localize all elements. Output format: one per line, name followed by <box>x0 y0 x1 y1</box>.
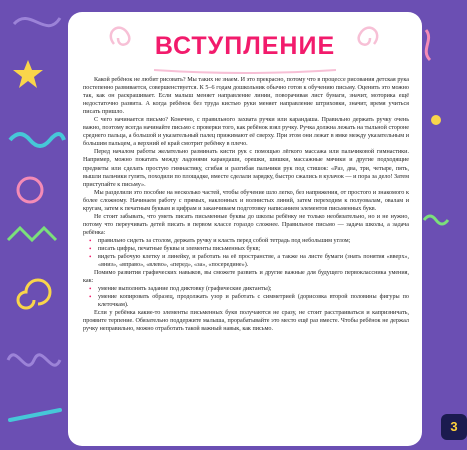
document-page <box>68 12 458 446</box>
doodle-star <box>13 60 43 88</box>
page-title: ВСТУПЛЕНИЕ <box>154 32 336 60</box>
title-underline <box>154 70 336 73</box>
paragraph-intro: Какой ребёнок не любит рисовать? Мы таких не знаем. И это прекрасно, потому что в процессе рисования детская рука постепенно развивается, совершенствуется. К 5–6 годам дошкольник обычно готов к обучению письму. Оценить это можно так, как он раскрашивает. Если малыш меняет направление линии, поворачивая лист бумаги, значит, моторика ещё недостаточно развита. А когда ребёнок без труда кистью руки меняет направление штриховки, значит, время учиться писать пришло. <box>83 77 409 116</box>
page-number: 3 <box>450 419 458 434</box>
skills-list <box>83 237 409 269</box>
doodle-line <box>10 410 60 420</box>
paragraph-warmup: Перед началом работы желательно разминать кисти рук с помощью лёгкого массажа или пальчиковой гимнастики. Например, можно покатать между ладонями карандаши, орешки, шишки, массажные мячики и другие подходящие предметы или сделать простую гимнастику, сгибая и разгибая пальчики рук под стишок: «Раз, два, три, четыре, пять, вышли пальчики гулять, походили по площадке, вместе сделали зарядку, быстро сжались в кулачок — и пора за дело! Затем приступайте к письму». <box>83 149 409 188</box>
paragraph-grip: С чего начинается письмо? Конечно, с правильного захвата ручки или карандаша. Правильно держать ручку очень важно, поэтому всегда начинайте письмо с проверки того, как ребёнок взял ручку. Ручка должна лежать на тыльной стороне среднего пальца, а большой и указательный палец прижимают её сверху. При этом они лежат в ямке между указательным и большим пальцем, а верхний её край смотрит ребёнку в плечо. <box>83 117 409 148</box>
paragraph-school: Не стоит забывать, что уметь писать письменные буквы до школы ребёнку не только необязательно, но и не нужно, потому что переучивать детей писать в первом классе гораздо сложнее. Правильное письмо — задача школы, а задача ребёнка: <box>83 213 409 236</box>
paragraph-final: Если у ребёнка какие-то элементы письменных букв получаются не сразу, не стоит расстраиваться и капризничать, проявите терпение. Обязательно поддержите малыша, прорабатывайте это место ещё раз вместе. Чтобы ребёнок не держал ручку неправильно, можно отработать такой важный навык, как письмо. <box>83 310 409 333</box>
doodle-wave-right <box>424 216 448 224</box>
paragraph-skills-intro: Помимо развития графических навыков, вы сможете развить и другие важные для будущего первоклассника умения, как: <box>83 270 409 285</box>
list-item: • умение копировать образец, продолжать узор и работать с симметрией (дорисовка второй половины фигуры по клеточкам). <box>98 293 409 309</box>
list-item: • правильно сидеть за столом, держать ручку и класть перед собой тетрадь под небольшим углом; <box>98 237 409 245</box>
page-number-badge <box>441 414 467 440</box>
doodle-dot <box>431 115 441 125</box>
body-text <box>83 76 409 334</box>
doodle-spiral <box>18 280 50 308</box>
list-item: • видеть рабочую клетку и линейку, и работать на её пространстве, а также на листе бумаги (знать понятия «вверх», «вниз», «вправо», «влево», «перед», «за», «посередине»). <box>98 253 409 269</box>
doodle-loops <box>8 355 60 365</box>
extra-skills-list <box>83 285 409 309</box>
doodle-zigzag <box>8 228 56 240</box>
paragraph-structure: Мы разделили это пособие на несколько частей, чтобы обучение шло легко, без напряжения, от простого и знакомого к более сложному. Начинаем работу с прямых, наклонных и волнистых линий, затем переходим к полуовалам, овалам и кругам, затем к печатным буквам и цифрам и заканчиваем подготовку написанием элементов письменных букв. <box>83 189 409 212</box>
list-item: • писать цифры, печатные буквы и элементы письменных букв; <box>98 245 409 253</box>
list-item: • умение выполнять задание под диктовку (графические диктанты); <box>98 285 409 293</box>
doodle-circle <box>18 178 42 202</box>
doodle-scribble-right <box>426 30 430 60</box>
doodle-wave <box>10 134 64 146</box>
doodle-scribble <box>14 18 60 26</box>
